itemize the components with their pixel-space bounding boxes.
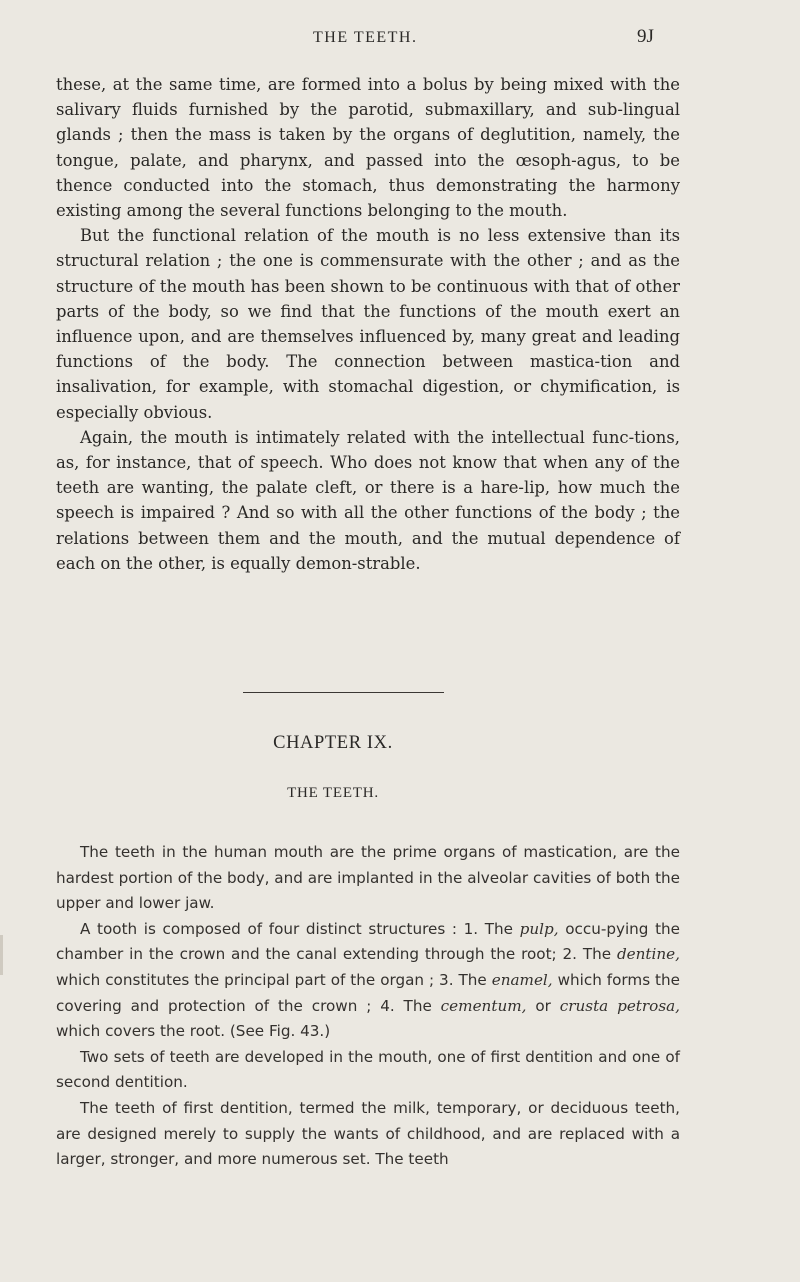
text-run: occu-pying the chamber in the crown and the canal extending through the root; 2. The (56, 919, 680, 964)
paragraph-functional-relation: But the functional relation of the mouth is no less extensive than its structural relation ; the one is commensurate with the other ; and as the structure of the mouth has been shown to be continuous with that of other parts of the body, so we find that the functions of the mouth exert an influence upon, and are themselves influenced by, many great and leading functions of the body. The connection between mastica-tion and insalivation, for example, with stomachal digestion, or chymification, is especially obvious. (56, 226, 680, 422)
text-run: A tooth is composed of four distinct structures : 1. The (80, 919, 520, 938)
paragraph-first-dentition: The teeth of first dentition, termed the milk, temporary, or deciduous teeth, are designed merely to supply the wants of childhood, and are replaced with a larger, stronger, and more numerous set. The teeth (56, 1098, 680, 1169)
term-crusta-petrosa: crusta petrosa, (559, 996, 680, 1015)
text-run: which constitutes the principal part of the organ ; 3. The (56, 970, 492, 989)
paragraph-two-sets: Two sets of teeth are developed in the mouth, one of first dentition and one of second dentition. (56, 1047, 680, 1092)
running-title: THE TEETH. (313, 29, 418, 46)
text-run: or (526, 996, 560, 1015)
upper-text-block (56, 72, 680, 576)
term-cementum: cementum, (440, 996, 527, 1015)
term-pulp: pulp, (519, 919, 559, 938)
paragraph-teeth-intro: The teeth in the human mouth are the prime organs of mastication, are the hardest portion of the body, and are implanted in the alveolar cavities of both the upper and lower jaw. (56, 843, 680, 913)
chapter-subtitle: THE TEETH. (287, 785, 379, 801)
term-enamel: enamel, (491, 970, 553, 989)
text-run: which covers the root. (See Fig. 43.) (56, 1022, 331, 1041)
page-number: 9J (637, 26, 654, 47)
page-edge-shadow (0, 935, 3, 975)
term-dentine: dentine, (616, 945, 680, 964)
chapter-heading: CHAPTER IX. (273, 733, 393, 753)
chapter-text-block (56, 840, 680, 1173)
section-divider (243, 692, 444, 693)
paragraph-tooth-structures (56, 917, 680, 1045)
text-run: which forms the covering and protection of the crown ; 4. The (56, 970, 680, 1015)
paragraph-intellectual-functions: Again, the mouth is intimately related with the intellectual func-tions, as, for instance, that of speech. Who does not know that when any of the teeth are wanting, the palate cleft, or there is a hare-lip, how much the speech is impaired ? And so with all the other functions of the body ; the relations between them and the mouth, and the mutual dependence of each on the other, is equally demon-strable. (56, 427, 680, 573)
paragraph-continuation: these, at the same time, are formed into a bolus by being mixed with the salivary fluids furnished by the parotid, submaxillary, and sub-lingual glands ; then the mass is taken by the organs of deglutition, namely, the tongue, palate, and pharynx, and passed into the œsoph-agus, to be thence conducted into the stomach, thus demonstrating the harmony existing among the several functions belonging to the mouth. (56, 75, 680, 221)
running-head (0, 26, 800, 56)
